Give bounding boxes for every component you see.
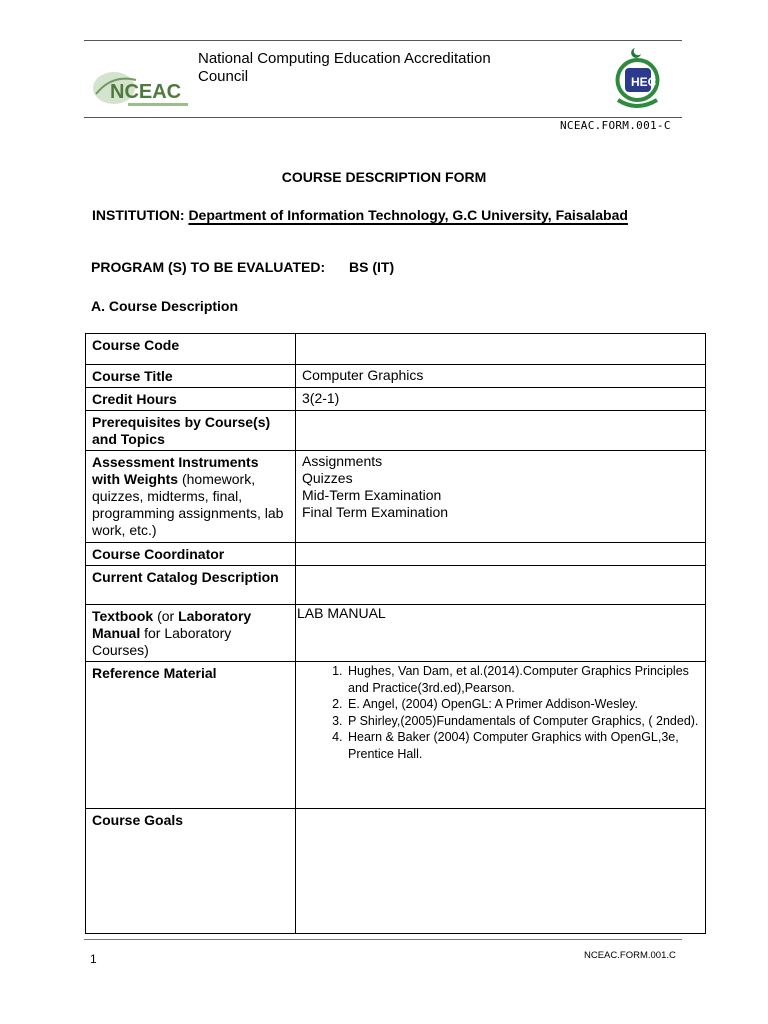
- course-code-value: [296, 334, 706, 365]
- coordinator-label: Course Coordinator: [86, 543, 296, 566]
- nceac-logo-text: NCEAC: [110, 81, 182, 103]
- institution-value: Department of Information Technology, G.C University, Faisalabad: [188, 207, 628, 223]
- list-item: Quizzes: [302, 470, 353, 486]
- goals-label: Course Goals: [86, 809, 296, 934]
- credit-hours-value: 3(2-1): [296, 388, 706, 411]
- course-title-value: Computer Graphics: [296, 365, 706, 388]
- credit-hours-label: Credit Hours: [86, 388, 296, 411]
- institution-label: INSTITUTION:: [92, 207, 185, 223]
- table-row: [86, 605, 706, 662]
- textbook-value: LAB MANUAL: [296, 605, 706, 662]
- course-title-label: Course Title: [86, 365, 296, 388]
- list-item: Mid-Term Examination: [302, 487, 442, 503]
- prerequisites-value: [296, 411, 706, 451]
- table-row: [86, 334, 706, 365]
- nceac-logo: [92, 66, 192, 112]
- table-row: [86, 543, 706, 566]
- catalog-value: [296, 566, 706, 605]
- reference-label: Reference Material: [86, 662, 296, 809]
- program-label: PROGRAM (S) TO BE EVALUATED:: [91, 259, 326, 275]
- form-code-bottom: NCEAC.FORM.001.C: [584, 950, 676, 961]
- list-item: Assignments: [302, 453, 383, 469]
- header-bottom-rule: [84, 117, 682, 118]
- page-number: 1: [90, 952, 97, 966]
- textbook-label: Textbook (or Laboratory Manual for Laboratory Courses): [86, 605, 296, 662]
- svg-text:HEC: HEC: [631, 75, 657, 89]
- table-row: [86, 365, 706, 388]
- coordinator-value: [296, 543, 706, 566]
- program-value: BS (IT): [349, 259, 395, 275]
- table-row: [86, 566, 706, 605]
- reference-list: [302, 663, 699, 762]
- list-item: 3. P Shirley,(2005)Fundamentals of Computer Graphics, ( 2nded).: [346, 713, 699, 730]
- list-item: Final Term Examination: [302, 504, 449, 520]
- list-item: 1. Hughes, Van Dam, et al.(2014).Computer Graphics Principles and Practice(3rd.ed),Pearson.: [346, 663, 699, 696]
- prerequisites-label: Prerequisites by Course(s) and Topics: [86, 411, 296, 451]
- reference-value: [296, 662, 706, 809]
- assessment-label: Assessment Instruments with Weights (homework, quizzes, midterms, final, programming assignments, lab work, etc.): [86, 451, 296, 543]
- header-top-rule: [84, 40, 682, 41]
- goals-value: [296, 809, 706, 934]
- section-heading: A. Course Description: [91, 298, 239, 314]
- course-code-label: Course Code: [86, 334, 296, 365]
- table-row: [86, 388, 706, 411]
- form-code-top: NCEAC.FORM.001-C: [560, 119, 671, 132]
- org-name: National Computing Education Accreditation Council: [198, 50, 491, 85]
- program-line: [91, 259, 394, 275]
- hec-logo: [610, 44, 665, 114]
- table-row: [86, 451, 706, 543]
- form-title: COURSE DESCRIPTION FORM: [281, 169, 487, 185]
- catalog-label: Current Catalog Description: [86, 566, 296, 605]
- table-row: [86, 411, 706, 451]
- table-row: [86, 809, 706, 934]
- footer-rule: [84, 939, 682, 940]
- institution-line: [92, 207, 628, 223]
- course-description-table: [85, 333, 706, 934]
- assessment-value: [296, 451, 706, 543]
- list-item: 4. Hearn & Baker (2004) Computer Graphics with OpenGL,3e, Prentice Hall.: [346, 729, 699, 762]
- table-row: [86, 662, 706, 809]
- list-item: 2. E. Angel, (2004) OpenGL: A Primer Addison-Wesley.: [346, 696, 699, 713]
